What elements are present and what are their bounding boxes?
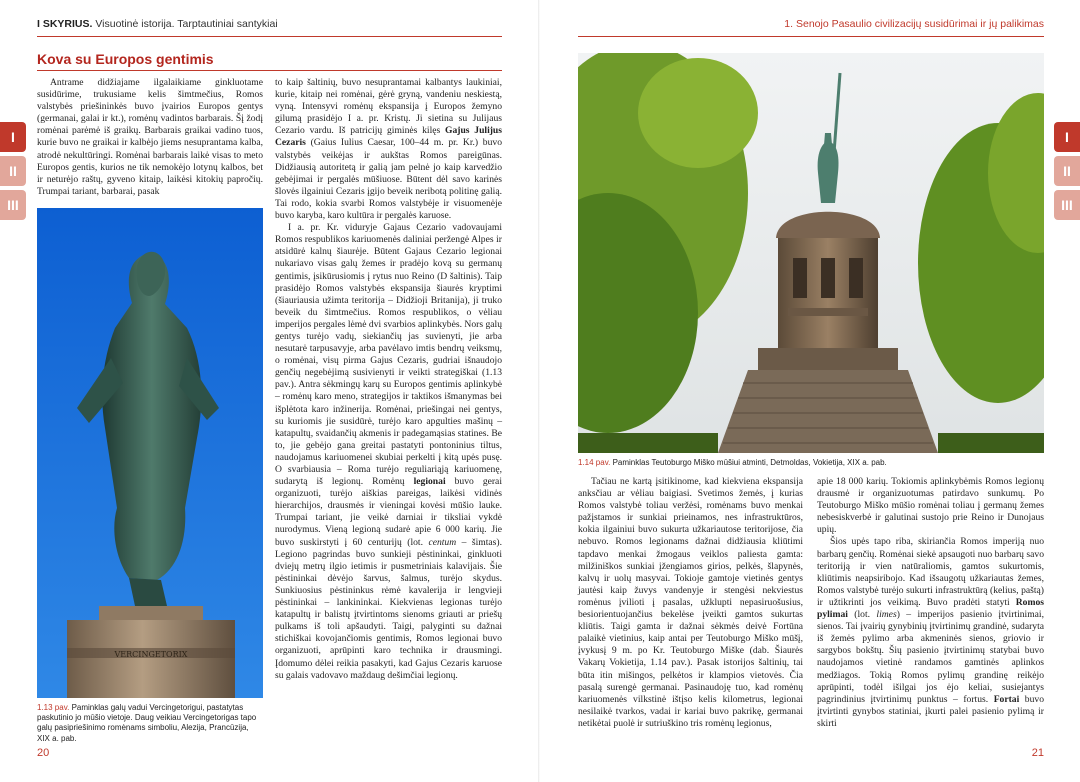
chapter-label: I SKYRIUS. (37, 18, 93, 30)
figure-caption-text: Paminklas Teutoburgo Miško mūšiui atminti, Detmoldas, Vokietija, XIX a. pab. (612, 458, 887, 467)
page-number: 21 (1031, 747, 1044, 759)
paragraph: to kaip šaltinių, buvo nesuprantamai kalbantys laukiniai, kurie, kitaip nei romėnai, gėrė gryną, vandeniu neskiestą, vyną. Intensyvi romėnų ekspansija į Europos žemyno gilumą prasidėjo I a. pr. Kristų. Ji sietina su Julijaus Cezario vardu. Iš patricijų giminės kilęs Gajus Julijus Cezaris (Gaius Iulius Caesar, 100–44 m. pr. Kr.) buvo valstybės veikėjas ir aukštas Romos pareigūnas. Didžiausią autoritetą ir galią jam pelnė jo kaip karvedžio gebėjimai ir pergalės mūšiuose. Būtent dėl savo karinės šlovės ilgainiui Cezaris įgijo beveik neribotą politinę galią. Tai rodo, kokia svarbi Romos valstybėje ir visuomenėje buvo karyba, karo kultūra ir pergalės karuose. (275, 77, 503, 222)
right-chapter-tabs (1054, 122, 1080, 224)
figure-label: 1.14 pav. (578, 458, 611, 467)
right-running-header: 1. Senojo Pasaulio civilizacijų susidūrimai ir jų palikimas (784, 18, 1044, 30)
chapter-title: Visuotinė istorija. Tarptautiniai santykiai (95, 18, 278, 30)
figure-caption-text: Paminklas galų vadui Vercingetorigui, pastatytas paskutinio jo mūšio vietoje. Daug veikiau Vercingetorigas tapo galų pasipriešinimo romėnams simboliu, Alezija, Prancūzija, XIX a. pab. (37, 703, 257, 743)
paragraph: I a. pr. Kr. viduryje Gajaus Cezario vadovaujami Romos respublikos kariuomenės daliniai peržengė Alpes ir atsidūrė kalnų šiaurėje. Būtent Gajaus Cezario legionai nukariavo visas galų žemes ir pradėjo kovą su germanų gentimis, įsikūrusiomis į rytus nuo Reino (D šaltinis). Taip prasidėjo Romos valstybės ekspansija šiaurės kryptimi (šiauriausia užimta teritorija – Didžioji Britanija), ji truko beveik du šimtmečius. Romos respublikos, o vėliau imperijos pergales lėmė dvi svarbios aplinkybės. Nors galų gentys turėjo vadų, siekiančių jas suvienyti, jie arba nesutarė tarpusavyje, arba pavėlavo imtis bendrų veiksmų, o romėnai, visų pirma Gajus Cezaris, gudriai išnaudojo genčių negebėjimą susivienyti ir veikti strategiškai (1.13 pav.). Antra sėkmingų karų su Europos gentimis aplinkybė – romėnų karo meno, strategijos ir taktikos išmanymas bei išplėtota karo inžinerija. Romėnai, priešingai nei gentys, su kuriomis jie susidūrė, turėjo karo apgulties mašinų – katapultų, svaidančių akmenis ir padegamąsias statines. Be to, jie gebėjo gana greitai pastatyti pontoninius tiltus, naudojamus kariuomenei skubiai perkelti į kitą upės pusę. O svarbiausia – Roma turėjo reguliariąją kariuomenę, sudarytą iš legionų. Romėnų legionai buvo gerai organizuoti, turėjo aiškias pareigas, laikėsi vidinės hierarchijos, drausmės ir vieningai kovėsi mūšio lauke. Trumpai tariant, jie veikė darniai ir tiksliai vykdė nurodymus. Vieną legioną sudarė apie 6 000 karių. Jie buvo suskirstyti į 60 centurijų (lot. centum – šimtas). Legiono pagrindas buvo sunkieji pėstininkai, ginkluoti dviejų metrų ilgio ietimis ir pusmetriniais kalavijais. Šie pėstininkai dėvėjo šarvus, šalmus, turėjo skydus. Sunkiuosius pėstininkus rėmė kavalerija ir lengvieji pėstininkai – lankininkai. Kiekvienas legionas turėjo katapultų ir balistų įtvirtintoms sienoms griauti ar priešų pulkams iš toli apšaudyti. Taigi, palyginti su dažnai stichiškai kovojančiomis gentimis, Romos legionai buvo organizuoti, aprūpinti karo technika ir drausmingi. Įdomumo dėlei reikia pasakyti, kad Gajus Cezaris karuose su galais vadovavo maždaug dešimčiai legionų. (275, 222, 502, 681)
right-column-1 (578, 476, 803, 730)
chapter-tab-3[interactable]: III (1054, 190, 1080, 220)
chapter-tab-2[interactable]: II (1054, 156, 1080, 186)
figure-caption-1-14 (578, 458, 1044, 468)
right-page (540, 0, 1080, 782)
chapter-tab-3[interactable]: III (0, 190, 26, 220)
paragraph: Tačiau ne kartą įsitikinome, kad kiekviena ekspansija anksčiau ar vėliau baigiasi. Svetimos žemės, į kurias Romos valstybė toliau veržėsi, romėnams buvo menkai pažįstamos ir sunkiai prieinamos, nes infrastruktūros, kokia ilgainiui buvo sukurta užkariautose teritorijose, čia nebuvo. Romos legionams dažnai didžiausia kliūtimi tapdavo menkai žmogaus veiklos paliesta gamta: milžiniškos sunkiai įžengiamos girios, pelkės, šlapynės, kalvų ir uolų masyvai. Tokioje gamtoje vietinės gentys jautėsi kaip žuvys vandenyje ir stengėsi nekviestus romėnus įvilioti į pasalas, užklupti nepasiruošusius, besiorientuojančius bekelėse įveikti gamtos sukurtas kliūtis. Taigi gamta ir dažnai sėkmės deivė Fortūna palaikė vietinius, kaip antai per Teutoburgo Miško mūšį, įvykusį 9 m. po Kr. Teutoburgo Miške (dab. Šiaurės Vakarų Vokietija, 1.14 pav.). Pasak istorijos šaltinių, tai būta itin mišingos, pelkėtos ir klampios vietovės. Čia pasalą surengė germanai. Pasinaudoję tuo, kad romėnų kariuomenės vilkstinė ištįso kelis kilometrus, legionai nesilaikė tvarkos, vadai ir kariai buvo pakrikę, germanai netikėtai puolė ir sutriuškino tris romėnų legionus, (578, 476, 803, 729)
hermannsdenkmal-photo (578, 53, 1044, 453)
header-rule (37, 36, 502, 37)
section-rule (37, 70, 502, 71)
figure-caption-1-13 (37, 703, 263, 744)
chapter-tab-1[interactable]: I (1054, 122, 1080, 152)
paragraph: Antrame didžiajame ilgalaikiame ginkluotame susidūrime, trukusiame kelis šimtmečius, Romos valstybės priešininkės buvo įvairios Europos gentys (germanai, galai ir kt.), romėnų vadintos barbarais. Šį žodį romėnai parėmė iš graikų. Barbarais graikai vadino tuos, kurie buvo ne graikai ir kalbėjo jiems nesuprantama kalba, atrodė nekultūringi. Romėnai barbarais laikė visas to meto Europos gentis, kurios ne tik nemokėjo lotynų kalbos, bet ir neturėjo raštų, gyveno kitaip, laikėsi kitokių papročių. Trumpai tariant, barbarai, pasak (37, 77, 263, 197)
left-chapter-tabs (0, 122, 26, 224)
right-column-2 (817, 476, 1044, 730)
paragraph: apie 18 000 karių. Tokiomis aplinkybėmis Romos legionų drausmė ir organizuotumas patirdavo sunkumų. Po Teutoburgo Miško mūšio romėnai toliau į germanų žemes nebesiskverbė ir galutinai sustojo prie Reino ir Dunojaus upių. (817, 476, 1044, 536)
vercingetorix-statue-photo (37, 208, 263, 698)
header-rule (578, 36, 1044, 37)
svg-text:VERCINGETORIX: VERCINGETORIX (114, 650, 188, 659)
page-number: 20 (37, 747, 50, 759)
figure-label: 1.13 pav. (37, 703, 70, 712)
chapter-tab-2[interactable]: II (0, 156, 26, 186)
chapter-tab-1[interactable]: I (0, 122, 26, 152)
paragraph: Šios upės tapo riba, skiriančia Romos imperiją nuo barbarų genčių. Romėnai siekė apsaugoti nuo barbarų savo teritoriją ir vien natūraliomis, gamtos sukurtomis, kliūtimis neapsiribojo. Kad išsaugotų užkariautas žemes, Romos valstybė turėjo sukurti infrastruktūrą (kelius, paštą) ir užtikrinti jos veikimą. Buvo pradėti statyti Romos pylimai (lot. limes) – imperijos pasienio įtvirtinimai, sienos. Tai įvairių gynybinių įtvirtinimų grandinė, sudaryta iš žemės pylimo arba akmeninės sienos, griovio ir sargybos bokštų. Šių pasienio įtvirtinimų statybai buvo naudojamos vietinė randamos gamtinės aplinkos medžiagos. Tokią Romos pylimų grandinę reikėjo aprūpinti, todėl išilgai jos ėjo keliai, susiejantys pagrindinius įtvirtinimų punktus – fortus. Fortai buvo įtvirtinti gynybos statiniai, įkurti palei pasienio pylimą ir skirti (817, 536, 1044, 729)
left-column-1 (37, 77, 263, 198)
section-title: Kova su Europos gentimis (37, 51, 214, 67)
left-running-header (37, 18, 278, 30)
left-column-2 (275, 77, 502, 682)
